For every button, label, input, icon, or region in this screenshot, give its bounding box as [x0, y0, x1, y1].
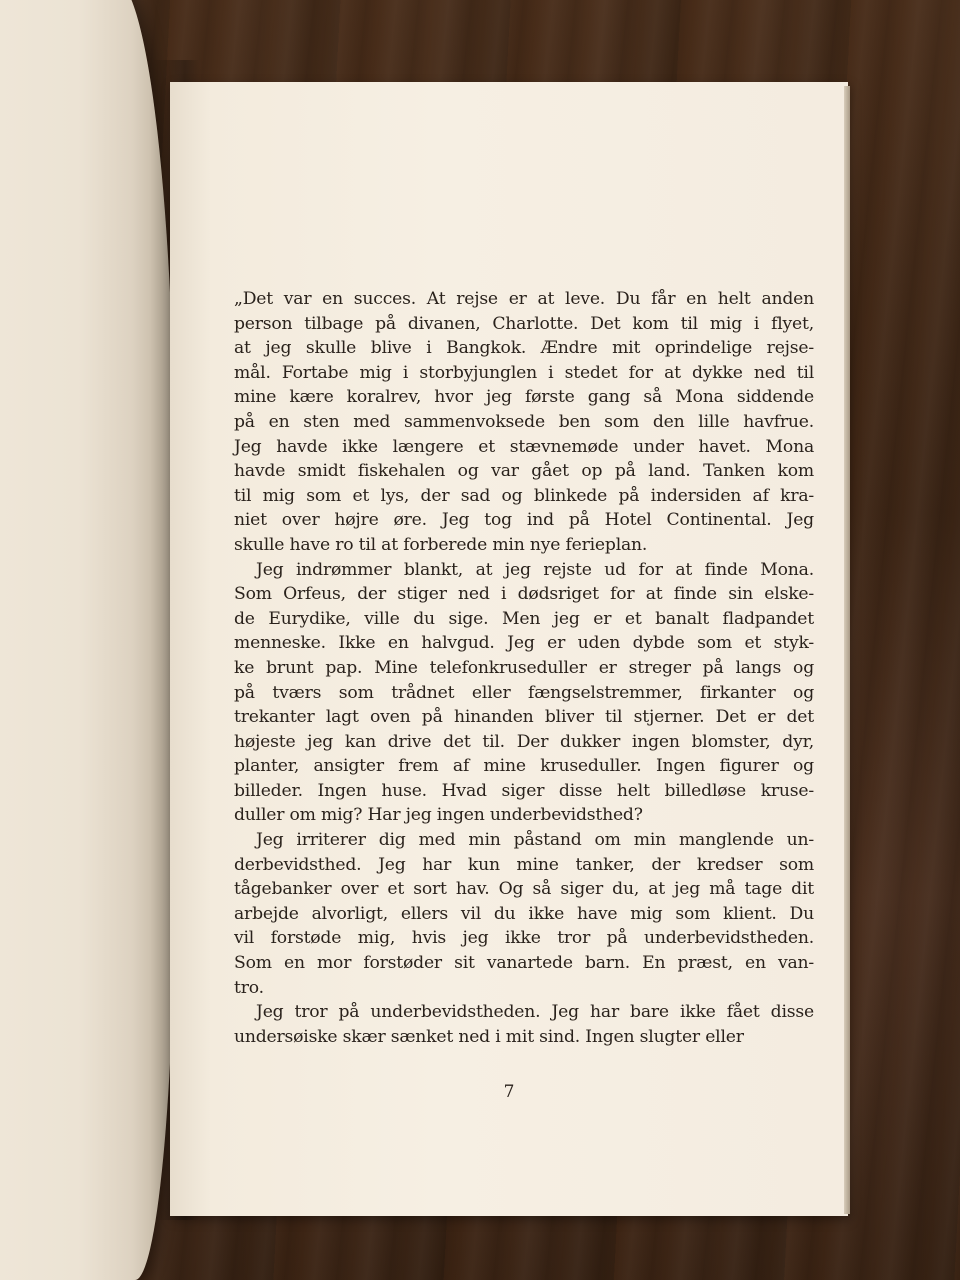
- paragraph: [234, 1000, 814, 1049]
- text-line: vil forstøde mig, hvis jeg ikke tror på underbevidstheden.: [234, 928, 814, 949]
- text-line: at jeg skulle blive i Bangkok. Ændre mit oprindelige rejse-: [234, 338, 814, 359]
- left-page-edge: [0, 0, 175, 1280]
- text-line: på en sten med sammenvoksede ben som den lille havfrue.: [234, 411, 814, 432]
- text-line: tågebanker over et sort hav. Og så siger du, at jeg må tage dit: [234, 879, 814, 900]
- text-line: Jeg tror på underbevidstheden. Jeg har bare ikke fået disse: [256, 1002, 814, 1023]
- page-body-text: [234, 287, 814, 1049]
- text-line: Som en mor forstøder sit vanartede barn. En præst, en van-: [234, 953, 814, 974]
- text-line: person tilbage på divanen, Charlotte. Det kom til mig i flyet,: [234, 313, 814, 334]
- text-line: på tværs som trådnet eller fængselstremmer, firkanter og: [234, 682, 814, 703]
- text-line: tro.: [234, 977, 264, 998]
- paragraph: [234, 287, 814, 558]
- page-stack-edge: [844, 86, 850, 1214]
- text-line: Jeg irriterer dig med min påstand om min manglende un-: [256, 830, 814, 851]
- paragraph: [234, 558, 814, 829]
- page-number: 7: [503, 1082, 515, 1102]
- paragraph: [234, 828, 814, 1000]
- text-line: højeste jeg kan drive det til. Der dukker ingen blomster, dyr,: [234, 731, 814, 752]
- text-line: mål. Fortabe mig i storbyjunglen i stedet for at dykke ned til: [234, 362, 814, 383]
- text-line: trekanter lagt oven på hinanden bliver til stjerner. Det er det: [234, 707, 814, 728]
- text-line: ke brunt pap. Mine telefonkruseduller er streger på langs og: [234, 657, 814, 678]
- text-line: planter, ansigter frem af mine kruseduller. Ingen figurer og: [234, 756, 814, 777]
- text-line: Som Orfeus, der stiger ned i dødsriget for at finde sin elske-: [234, 584, 814, 605]
- text-line: mine kære koralrev, hvor jeg første gang så Mona siddende: [234, 387, 814, 408]
- text-line: arbejde alvorligt, ellers vil du ikke have mig som klient. Du: [234, 903, 814, 924]
- text-line: skulle have ro til at forberede min nye ferieplan.: [234, 534, 648, 555]
- text-line: niet over højre øre. Jeg tog ind på Hotel Continental. Jeg: [234, 510, 814, 531]
- text-line: de Eurydike, ville du sige. Men jeg er et banalt fladpandet: [234, 608, 814, 629]
- text-line: duller om mig? Har jeg ingen underbevidsthed?: [234, 805, 643, 826]
- book-page: [170, 82, 848, 1216]
- text-line: undersøiske skær sænket ned i mit sind. Ingen slugter eller: [234, 1026, 744, 1047]
- text-line: Jeg havde ikke længere et stævnemøde under havet. Mona: [234, 436, 814, 457]
- text-line: billeder. Ingen huse. Hvad siger disse helt billedløse kruse-: [234, 780, 814, 801]
- text-line: menneske. Ikke en halvgud. Jeg er uden dybde som et styk-: [234, 633, 814, 654]
- text-line: til mig som et lys, der sad og blinkede på indersiden af kra-: [234, 485, 814, 506]
- text-line: derbevidsthed. Jeg har kun mine tanker, der kredser som: [234, 854, 814, 875]
- text-line: „Det var en succes. At rejse er at leve. Du får en helt anden: [234, 289, 814, 309]
- text-line: havde smidt fiskehalen og var gået op på land. Tanken kom: [234, 461, 814, 482]
- text-line: Jeg indrømmer blankt, at jeg rejste ud for at finde Mona.: [256, 559, 814, 580]
